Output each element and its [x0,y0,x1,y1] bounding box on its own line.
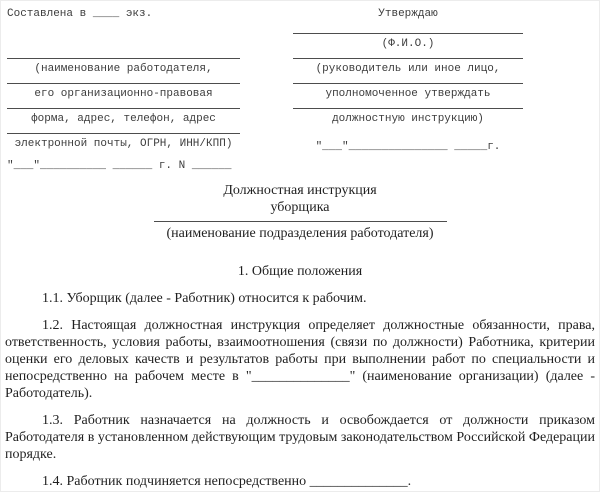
header-columns-gap [240,8,293,171]
paragraph-1-2: 1.2. Настоящая должностная инструкция определяет должностные обязанности, права, ответственность, условия работы, взаимоотношения (связи по должности) Работника, критерии оценки его деловых качеств и результатов работы при выполнении работ по специальности и непосредственно на рабочем месте в "______________" (наименование организации) (далее - Работодатель). [5,318,595,401]
header-right-block [293,8,523,171]
document-title-line-1: Должностная инструкция [223,183,377,198]
document-title-line-2: уборщика [270,200,330,215]
approver-position-caption-2: уполномоченное утверждать [325,88,491,100]
employer-name-line [7,58,240,83]
header-left-block [7,8,240,171]
approver-position-line-3 [293,108,523,133]
employer-name-caption: (наименование работодателя, [34,63,213,75]
paragraph-1-3: 1.3. Работник назначается на должность и освобождается от должности приказом Работодателя в установленном действующим трудовым законодательством Российской Федерации порядке. [5,413,595,462]
paragraph-1-1: 1.1. Уборщик (далее - Работник) относится к рабочим. [42,291,367,306]
approver-position-caption-1: (руководитель или иное лицо, [315,63,501,75]
approve-heading: Утверждаю [378,8,438,20]
approver-fio-line [293,33,523,58]
employer-contacts-caption: электронной почты, ОГРН, ИНН/КПП) [14,138,233,150]
approver-position-caption-3: должностную инструкцию) [332,113,484,125]
employer-contacts-line [7,133,240,158]
approver-fio-caption: (Ф.И.О.) [381,38,435,50]
document-body [0,290,600,490]
employer-address-caption: форма, адрес, телефон, адрес [31,113,216,125]
approval-date-line: "___"_______________ _____г. [315,141,501,153]
section-heading-general-provisions: 1. Общие положения [237,264,363,279]
approver-position-line-2 [293,83,523,108]
document-date-number-line: "___"__________ ______ г. N ______ [7,160,232,172]
paragraph-1-4: 1.4. Работник подчиняется непосредственно ______________. [42,474,412,489]
copies-line: Составлена в ____ экз. [7,8,153,20]
employer-legal-form-line [7,83,240,108]
employer-legal-form-caption: его организационно-правовая [34,88,213,100]
approver-position-line-1 [293,58,523,83]
document-header [0,0,600,171]
document-title-block [0,182,600,242]
employer-address-line [7,108,240,133]
subdivision-caption: (наименование подразделения работодателя) [166,226,434,241]
